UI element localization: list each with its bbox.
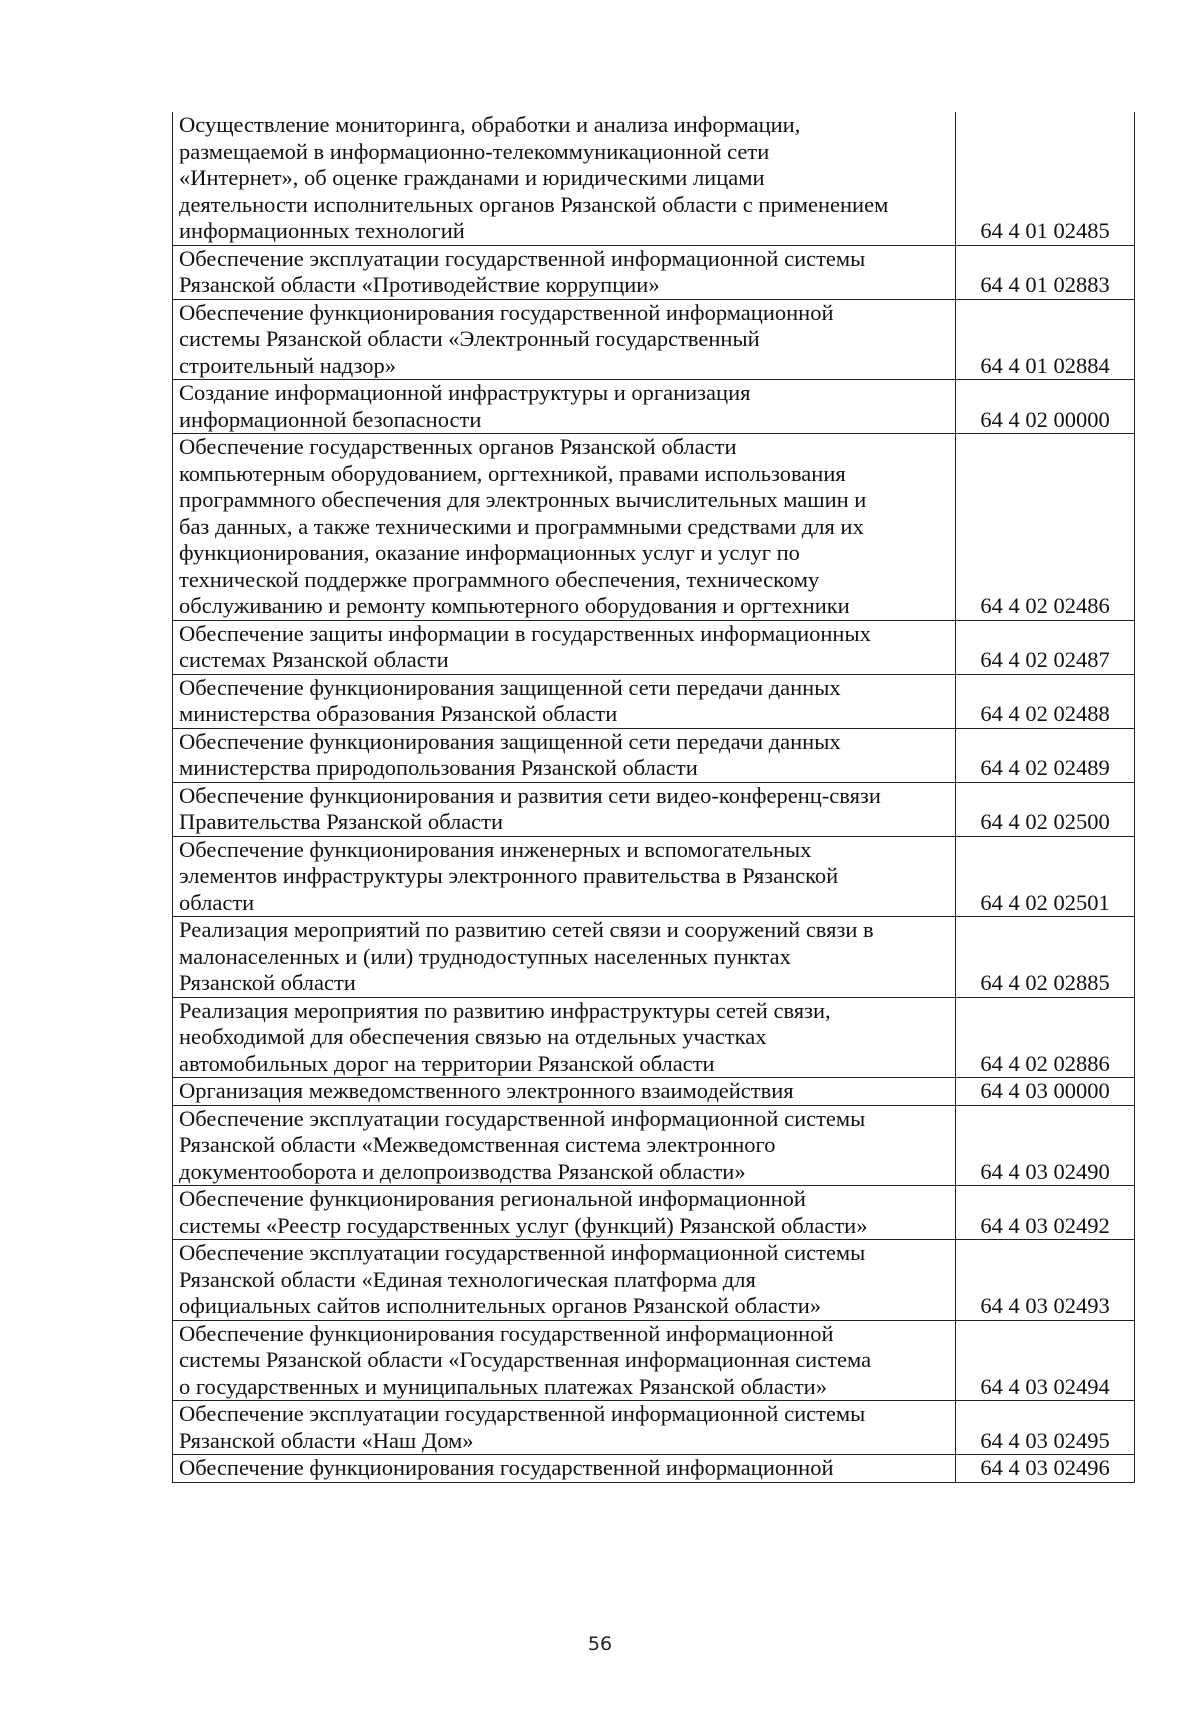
description-line: Обеспечение функционирования защищенной сети передачи данных bbox=[179, 674, 841, 700]
description-line: документооборота и делопроизводства Рязанской области» bbox=[179, 1158, 746, 1184]
description-line: «Интернет», об оценке гражданами и юридическими лицами bbox=[179, 165, 765, 190]
row-code: 64 4 02 02501 bbox=[956, 836, 1135, 917]
row-description bbox=[173, 620, 956, 674]
row-description bbox=[173, 782, 956, 836]
table-row bbox=[173, 434, 1135, 621]
table-row bbox=[173, 620, 1135, 674]
row-code: 64 4 02 02886 bbox=[956, 997, 1135, 1078]
row-code: 64 4 03 02494 bbox=[956, 1320, 1135, 1401]
description-line: системах Рязанской области bbox=[179, 647, 449, 672]
description-line: Реализация мероприятия по развитию инфраструктуры сетей связи, bbox=[179, 997, 831, 1023]
page-number: 56 bbox=[587, 1633, 613, 1655]
row-description bbox=[173, 1455, 956, 1483]
row-code: 64 4 02 02488 bbox=[956, 674, 1135, 728]
description-line: Обеспечение функционирования государственной информационной bbox=[179, 1320, 834, 1346]
row-code: 64 4 02 02486 bbox=[956, 434, 1135, 621]
description-line: малонаселенных и (или) труднодоступных населенных пунктах bbox=[179, 943, 791, 969]
description-line: баз данных, а также техническими и программными средствами для их bbox=[179, 513, 864, 539]
table-body bbox=[173, 112, 1135, 1482]
table-row bbox=[173, 1186, 1135, 1240]
description-line: необходимой для обеспечения связью на отдельных участках bbox=[179, 1024, 767, 1049]
row-description bbox=[173, 434, 956, 621]
description-line: министерства природопользования Рязанской области bbox=[179, 755, 698, 780]
row-code: 64 4 01 02884 bbox=[956, 299, 1135, 380]
table-row bbox=[173, 380, 1135, 434]
table-row bbox=[173, 245, 1135, 299]
row-description bbox=[173, 728, 956, 782]
description-line: Обеспечение эксплуатации государственной информационной системы bbox=[179, 1401, 866, 1426]
row-description bbox=[173, 917, 956, 998]
description-line: Обеспечение функционирования государственной информационной bbox=[179, 299, 834, 325]
row-code: 64 4 02 02487 bbox=[956, 620, 1135, 674]
table-row bbox=[173, 1105, 1135, 1186]
description-line: элементов инфраструктуры электронного правительства в Рязанской bbox=[179, 863, 839, 888]
row-code: 64 4 01 02883 bbox=[956, 245, 1135, 299]
description-line: информационной безопасности bbox=[179, 406, 482, 432]
description-line: Обеспечение защиты информации в государственных информационных bbox=[179, 620, 871, 646]
row-code: 64 4 03 02495 bbox=[956, 1401, 1135, 1455]
table-row bbox=[173, 997, 1135, 1078]
row-code: 64 4 03 02496 bbox=[956, 1455, 1135, 1483]
description-line: Обеспечение функционирования инженерных и вспомогательных bbox=[179, 836, 812, 862]
row-code: 64 4 03 02490 bbox=[956, 1105, 1135, 1186]
description-line: Рязанской области «Межведомственная система электронного bbox=[179, 1132, 776, 1157]
description-line: Создание информационной инфраструктуры и организация bbox=[179, 380, 751, 405]
description-line: размещаемой в информационно-телекоммуникационной сети bbox=[179, 138, 770, 164]
description-line: Обеспечение функционирования региональной информационной bbox=[179, 1186, 806, 1211]
table-row bbox=[173, 1078, 1135, 1106]
row-code: 64 4 02 00000 bbox=[956, 380, 1135, 434]
description-line: Рязанской области bbox=[179, 970, 356, 995]
description-line: области bbox=[179, 889, 255, 915]
description-line: официальных сайтов исполнительных органов Рязанской области» bbox=[179, 1293, 821, 1318]
table-row bbox=[173, 836, 1135, 917]
row-description bbox=[173, 1401, 956, 1455]
row-description bbox=[173, 245, 956, 299]
description-line: Обеспечение эксплуатации государственной информационной системы bbox=[179, 245, 866, 271]
description-line: компьютерным оборудованием, оргтехникой, правами использования bbox=[179, 460, 846, 486]
row-description bbox=[173, 997, 956, 1078]
description-line: Обеспечение функционирования защищенной сети передачи данных bbox=[179, 728, 841, 754]
table-row bbox=[173, 917, 1135, 998]
description-line: Правительства Рязанской области bbox=[179, 809, 504, 834]
description-line: о государственных и муниципальных платежах Рязанской области» bbox=[179, 1373, 827, 1399]
row-code: 64 4 02 02489 bbox=[956, 728, 1135, 782]
table-row bbox=[173, 1320, 1135, 1401]
row-description bbox=[173, 1240, 956, 1321]
description-line: функционирования, оказание информационных услуг и услуг по bbox=[179, 540, 800, 565]
table-row bbox=[173, 782, 1135, 836]
table-row bbox=[173, 728, 1135, 782]
row-description bbox=[173, 1105, 956, 1186]
description-line: Обеспечение функционирования государственной информационной bbox=[179, 1455, 834, 1480]
row-description bbox=[173, 112, 956, 245]
description-line: строительный надзор» bbox=[179, 352, 397, 378]
table-row bbox=[173, 1455, 1135, 1483]
description-line: обслуживанию и ремонту компьютерного оборудования и оргтехники bbox=[179, 593, 850, 618]
row-description bbox=[173, 299, 956, 380]
description-line: Организация межведомственного электронного взаимодействия bbox=[179, 1078, 794, 1103]
description-line: Осуществление мониторинга, обработки и анализа информации, bbox=[179, 112, 801, 137]
table-row bbox=[173, 674, 1135, 728]
row-description bbox=[173, 1320, 956, 1401]
table-row bbox=[173, 1240, 1135, 1321]
row-code: 64 4 03 00000 bbox=[956, 1078, 1135, 1106]
description-line: Обеспечение эксплуатации государственной информационной системы bbox=[179, 1240, 866, 1265]
row-description bbox=[173, 836, 956, 917]
description-line: Обеспечение эксплуатации государственной информационной системы bbox=[179, 1105, 866, 1131]
table-row bbox=[173, 1401, 1135, 1455]
row-code: 64 4 02 02500 bbox=[956, 782, 1135, 836]
row-code: 64 4 03 02493 bbox=[956, 1240, 1135, 1321]
row-code: 64 4 02 02885 bbox=[956, 917, 1135, 998]
row-description bbox=[173, 1078, 956, 1106]
description-line: министерства образования Рязанской области bbox=[179, 701, 618, 726]
table-row bbox=[173, 299, 1135, 380]
description-line: деятельности исполнительных органов Рязанской области с применением bbox=[179, 191, 889, 217]
description-line: Рязанской области «Наш Дом» bbox=[179, 1427, 474, 1453]
description-line: Рязанской области «Единая технологическая платформа для bbox=[179, 1266, 756, 1292]
table-row bbox=[173, 112, 1135, 245]
row-description bbox=[173, 380, 956, 434]
description-line: программного обеспечения для электронных вычислительных машин и bbox=[179, 487, 867, 512]
budget-classification-table bbox=[172, 112, 1135, 1483]
description-line: Обеспечение государственных органов Рязанской области bbox=[179, 434, 737, 459]
row-description bbox=[173, 1186, 956, 1240]
row-description bbox=[173, 674, 956, 728]
description-line: Реализация мероприятий по развитию сетей связи и сооружений связи в bbox=[179, 917, 874, 942]
description-line: Обеспечение функционирования и развития сети видео-конференц-связи bbox=[179, 782, 881, 808]
description-line: Рязанской области «Противодействие коррупции» bbox=[179, 272, 660, 297]
description-line: системы «Реестр государственных услуг (функций) Рязанской области» bbox=[179, 1212, 868, 1238]
description-line: технической поддержке программного обеспечения, техническому bbox=[179, 566, 820, 592]
description-line: автомобильных дорог на территории Рязанской области bbox=[179, 1050, 715, 1076]
row-code: 64 4 03 02492 bbox=[956, 1186, 1135, 1240]
description-line: информационных технологий bbox=[179, 218, 465, 243]
description-line: системы Рязанской области «Электронный государственный bbox=[179, 326, 760, 351]
row-code: 64 4 01 02485 bbox=[956, 112, 1135, 245]
description-line: системы Рязанской области «Государственная информационная система bbox=[179, 1347, 872, 1372]
